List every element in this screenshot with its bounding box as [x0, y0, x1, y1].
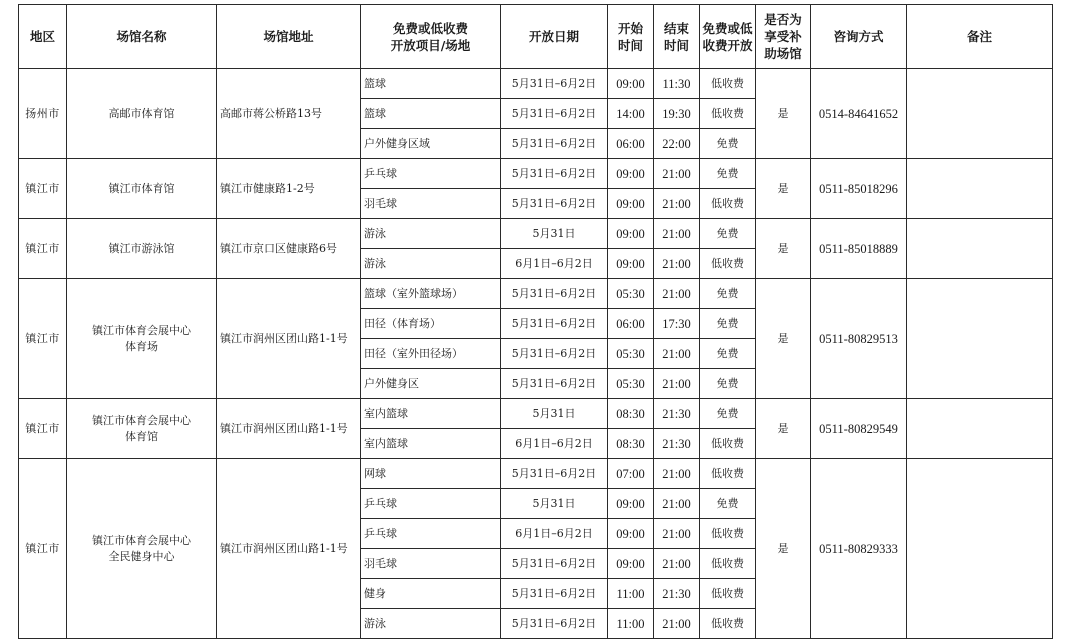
fee-type-cell: 低收费: [700, 519, 756, 549]
end-time-cell: 21:00: [654, 549, 700, 579]
table-row: [19, 219, 1053, 249]
venue-name-cell: 镇江市游泳馆: [67, 219, 217, 279]
subsidy-cell: 是: [756, 69, 811, 159]
table-row: [19, 159, 1053, 189]
contact-cell: 0511-80829333: [811, 459, 907, 639]
start-time-cell: 09:00: [608, 519, 654, 549]
dates-cell: 5月31日–6月2日: [501, 339, 608, 369]
item-cell: 游泳: [361, 609, 501, 639]
subsidy-cell: 是: [756, 219, 811, 279]
fee-type-cell: 免费: [700, 159, 756, 189]
header-fee: 免费或低 收费开放: [700, 5, 756, 69]
venue-address-cell: 镇江市润州区团山路1-1号: [217, 279, 361, 399]
end-time-cell: 21:30: [654, 579, 700, 609]
start-time-cell: 09:00: [608, 159, 654, 189]
header-row: [19, 5, 1053, 69]
start-time-cell: 05:30: [608, 369, 654, 399]
header-address: 场馆地址: [217, 5, 361, 69]
end-time-cell: 11:30: [654, 69, 700, 99]
region-cell: 镇江市: [19, 399, 67, 459]
contact-cell: 0511-85018296: [811, 159, 907, 219]
venue-address-cell: 镇江市润州区团山路1-1号: [217, 459, 361, 639]
contact-cell: 0511-80829549: [811, 399, 907, 459]
item-cell: 户外健身区: [361, 369, 501, 399]
fee-type-cell: 低收费: [700, 429, 756, 459]
venue-name-cell: 镇江市体育会展中心 体育场: [67, 279, 217, 399]
start-time-cell: 08:30: [608, 429, 654, 459]
notes-cell: [907, 159, 1053, 219]
start-time-cell: 05:30: [608, 339, 654, 369]
end-time-cell: 21:00: [654, 279, 700, 309]
fee-type-cell: 免费: [700, 339, 756, 369]
end-time-cell: 21:00: [654, 249, 700, 279]
notes-cell: [907, 219, 1053, 279]
table-row: [19, 399, 1053, 429]
table-row: [19, 459, 1053, 489]
item-cell: 室内篮球: [361, 399, 501, 429]
item-cell: 篮球: [361, 99, 501, 129]
dates-cell: 6月1日–6月2日: [501, 429, 608, 459]
item-cell: 篮球: [361, 69, 501, 99]
dates-cell: 5月31日–6月2日: [501, 129, 608, 159]
item-cell: 羽毛球: [361, 189, 501, 219]
start-time-cell: 06:00: [608, 129, 654, 159]
item-cell: 游泳: [361, 249, 501, 279]
end-time-cell: 21:00: [654, 219, 700, 249]
end-time-cell: 21:00: [654, 489, 700, 519]
header-subsidy: 是否为 享受补 助场馆: [756, 5, 811, 69]
fee-type-cell: 低收费: [700, 99, 756, 129]
end-time-cell: 19:30: [654, 99, 700, 129]
start-time-cell: 11:00: [608, 579, 654, 609]
header-venue: 场馆名称: [67, 5, 217, 69]
dates-cell: 5月31日–6月2日: [501, 549, 608, 579]
dates-cell: 5月31日–6月2日: [501, 459, 608, 489]
start-time-cell: 07:00: [608, 459, 654, 489]
subsidy-cell: 是: [756, 279, 811, 399]
end-time-cell: 21:00: [654, 159, 700, 189]
fee-type-cell: 免费: [700, 279, 756, 309]
end-time-cell: 21:00: [654, 609, 700, 639]
item-cell: 乒乓球: [361, 519, 501, 549]
dates-cell: 5月31日: [501, 399, 608, 429]
end-time-cell: 21:30: [654, 399, 700, 429]
end-time-cell: 22:00: [654, 129, 700, 159]
contact-cell: 0511-85018889: [811, 219, 907, 279]
start-time-cell: 08:30: [608, 399, 654, 429]
start-time-cell: 09:00: [608, 249, 654, 279]
start-time-cell: 05:30: [608, 279, 654, 309]
region-cell: 镇江市: [19, 459, 67, 639]
start-time-cell: 09:00: [608, 189, 654, 219]
end-time-cell: 17:30: [654, 309, 700, 339]
venue-name-cell: 镇江市体育会展中心 体育馆: [67, 399, 217, 459]
contact-cell: 0511-80829513: [811, 279, 907, 399]
header-dates: 开放日期: [501, 5, 608, 69]
fee-type-cell: 低收费: [700, 189, 756, 219]
contact-cell: 0514-84641652: [811, 69, 907, 159]
start-time-cell: 09:00: [608, 69, 654, 99]
subsidy-cell: 是: [756, 399, 811, 459]
dates-cell: 5月31日–6月2日: [501, 579, 608, 609]
region-cell: 镇江市: [19, 159, 67, 219]
end-time-cell: 21:00: [654, 459, 700, 489]
end-time-cell: 21:00: [654, 189, 700, 219]
item-cell: 乒乓球: [361, 159, 501, 189]
venue-address-cell: 镇江市润州区团山路1-1号: [217, 399, 361, 459]
dates-cell: 5月31日–6月2日: [501, 159, 608, 189]
fee-type-cell: 免费: [700, 369, 756, 399]
end-time-cell: 21:00: [654, 339, 700, 369]
dates-cell: 5月31日–6月2日: [501, 99, 608, 129]
header-item: 免费或低收费 开放项目/场地: [361, 5, 501, 69]
start-time-cell: 06:00: [608, 309, 654, 339]
notes-cell: [907, 69, 1053, 159]
header-start: 开始 时间: [608, 5, 654, 69]
item-cell: 乒乓球: [361, 489, 501, 519]
region-cell: 镇江市: [19, 279, 67, 399]
notes-cell: [907, 279, 1053, 399]
fee-type-cell: 低收费: [700, 459, 756, 489]
region-cell: 镇江市: [19, 219, 67, 279]
item-cell: 室内篮球: [361, 429, 501, 459]
start-time-cell: 09:00: [608, 489, 654, 519]
start-time-cell: 09:00: [608, 549, 654, 579]
fee-type-cell: 免费: [700, 309, 756, 339]
end-time-cell: 21:30: [654, 429, 700, 459]
end-time-cell: 21:00: [654, 519, 700, 549]
notes-cell: [907, 399, 1053, 459]
fee-type-cell: 低收费: [700, 579, 756, 609]
header-contact: 咨询方式: [811, 5, 907, 69]
venue-name-cell: 镇江市体育馆: [67, 159, 217, 219]
fee-type-cell: 低收费: [700, 549, 756, 579]
notes-cell: [907, 459, 1053, 639]
fee-type-cell: 低收费: [700, 609, 756, 639]
dates-cell: 5月31日: [501, 489, 608, 519]
venue-schedule-table: [18, 4, 1053, 639]
item-cell: 田径（体育场）: [361, 309, 501, 339]
dates-cell: 5月31日–6月2日: [501, 279, 608, 309]
dates-cell: 5月31日–6月2日: [501, 609, 608, 639]
fee-type-cell: 低收费: [700, 69, 756, 99]
item-cell: 健身: [361, 579, 501, 609]
item-cell: 羽毛球: [361, 549, 501, 579]
header-region: 地区: [19, 5, 67, 69]
subsidy-cell: 是: [756, 159, 811, 219]
dates-cell: 6月1日–6月2日: [501, 519, 608, 549]
subsidy-cell: 是: [756, 459, 811, 639]
start-time-cell: 09:00: [608, 219, 654, 249]
dates-cell: 5月31日–6月2日: [501, 369, 608, 399]
item-cell: 网球: [361, 459, 501, 489]
venue-address-cell: 镇江市健康路1-2号: [217, 159, 361, 219]
dates-cell: 5月31日–6月2日: [501, 69, 608, 99]
dates-cell: 5月31日–6月2日: [501, 189, 608, 219]
venue-address-cell: 高邮市蒋公桥路13号: [217, 69, 361, 159]
fee-type-cell: 免费: [700, 489, 756, 519]
venue-name-cell: 镇江市体育会展中心 全民健身中心: [67, 459, 217, 639]
table-row: [19, 69, 1053, 99]
fee-type-cell: 免费: [700, 129, 756, 159]
venue-address-cell: 镇江市京口区健康路6号: [217, 219, 361, 279]
fee-type-cell: 免费: [700, 399, 756, 429]
item-cell: 户外健身区域: [361, 129, 501, 159]
dates-cell: 5月31日–6月2日: [501, 309, 608, 339]
item-cell: 田径（室外田径场）: [361, 339, 501, 369]
dates-cell: 5月31日: [501, 219, 608, 249]
table-body: [19, 69, 1053, 639]
end-time-cell: 21:00: [654, 369, 700, 399]
start-time-cell: 14:00: [608, 99, 654, 129]
item-cell: 游泳: [361, 219, 501, 249]
fee-type-cell: 低收费: [700, 249, 756, 279]
table-row: [19, 279, 1053, 309]
dates-cell: 6月1日–6月2日: [501, 249, 608, 279]
venue-name-cell: 高邮市体育馆: [67, 69, 217, 159]
fee-type-cell: 免费: [700, 219, 756, 249]
header-end: 结束 时间: [654, 5, 700, 69]
start-time-cell: 11:00: [608, 609, 654, 639]
header-notes: 备注: [907, 5, 1053, 69]
item-cell: 篮球（室外篮球场）: [361, 279, 501, 309]
region-cell: 扬州市: [19, 69, 67, 159]
